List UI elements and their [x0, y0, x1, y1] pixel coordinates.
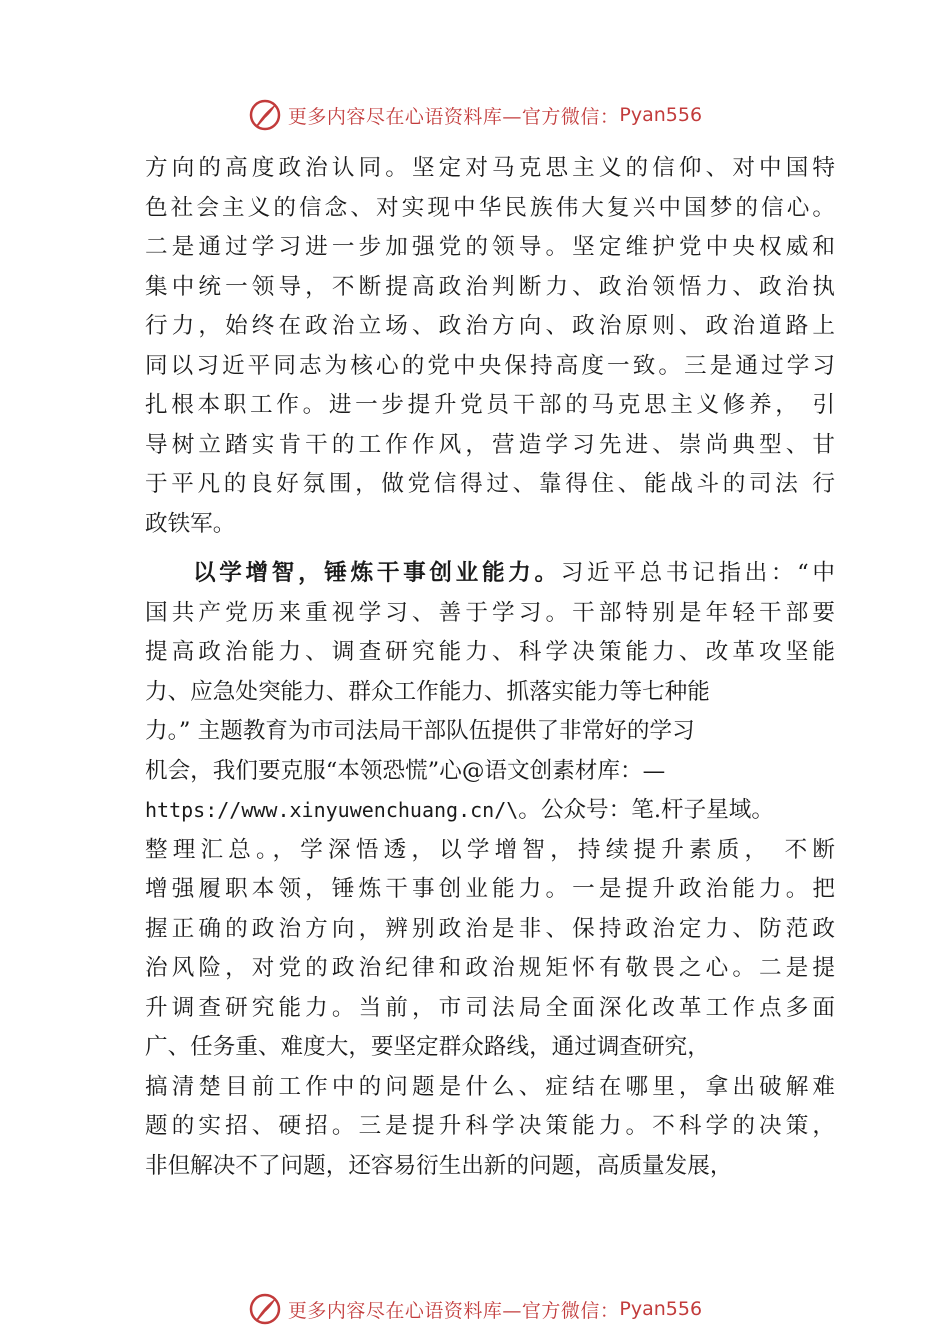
- footer-banner: [0, 1289, 950, 1329]
- text-line: 题的实招、硬招。三是提升科学决策能力。不科学的决策，: [145, 1113, 835, 1139]
- paragraph-heading-line: [145, 554, 835, 594]
- text-line: 握正确的政治方向，辨别政治是非、保持政治定力、防范政: [145, 915, 835, 942]
- text-line: 政铁军。: [145, 510, 236, 537]
- text-span: 。公众号：笔.杆子星域。: [518, 797, 774, 823]
- text-line: 提高政治能力、调查研究能力、科学决策能力、改革攻坚能: [145, 639, 835, 665]
- text-line: 增强履职本领，锤炼干事创业能力。一是提升政治能力。把: [145, 876, 835, 902]
- source-url: https://www.xinyuwenchuang.cn/\: [145, 798, 519, 822]
- text-line: 治风险，对党的政治纪律和政治规矩怀有敬畏之心。二是提: [145, 955, 835, 981]
- text-line: 国共产党历来重视学习、善于学习。干部特别是年轻干部要: [145, 599, 835, 626]
- banner-text: 更多内容尽在心语资料库—官方微信：: [287, 1299, 620, 1322]
- text-line: 色社会主义的信念、对实现中华民族伟大复兴中国梦的信心。: [145, 194, 835, 221]
- text-line: 方向的高度政治认同。坚定对马克思主义的信仰、对中国特: [145, 155, 835, 181]
- banner-wechat-id: Pyan556: [619, 104, 703, 126]
- text-line: 升调查研究能力。当前，市司法局全面深化改革工作点多面: [145, 994, 835, 1021]
- banner-text: 更多内容尽在心语资料库—官方微信：: [287, 105, 620, 128]
- text-line: 于平凡的良好氛围，做党信得过、靠得住、能战斗的司法 行: [145, 471, 835, 497]
- text-line: 机会，我们要克服“本领恐慌”心@语文创素材库：—: [145, 757, 666, 784]
- text-line: 行力，始终在政治立场、政治方向、政治原则、政治道路上: [145, 313, 835, 339]
- text-line: 非但解决不了问题，还容易衍生出新的问题，高质量发展，: [145, 1152, 733, 1179]
- text-line: 整理汇总。，学深悟透，以学增智，持续提升素质， 不断: [145, 836, 835, 863]
- document-body: [145, 149, 835, 1186]
- url-line: [145, 791, 835, 831]
- feather-logo-icon: [248, 98, 282, 132]
- text-line: 力。” 主题教育为市司法局干部队伍提供了非常好的学习: [145, 718, 695, 744]
- text-span: 习近平总书记指出：“中: [560, 560, 835, 586]
- paragraph-heading: 以学增智，锤炼干事创业能力。: [193, 560, 561, 586]
- text-line: 同以习近平同志为核心的党中央保持高度一致。三是通过学习: [145, 352, 835, 379]
- banner-wechat-id: Pyan556: [619, 1298, 703, 1320]
- text-line: 导树立踏实肯干的工作作风，营造学习先进、崇尚典型、甘: [145, 431, 835, 458]
- text-line: 力、应急处突能力、群众工作能力、抓落实能力等七种能: [145, 678, 710, 705]
- text-line: 集中统一领导，不断提高政治判断力、政治领悟力、政治执: [145, 273, 835, 300]
- text-line: 二是通过学习进一步加强党的领导。坚定维护党中央权威和: [145, 234, 835, 260]
- header-banner: [0, 95, 950, 135]
- text-line: 广、任务重、难度大，要坚定群众路线，通过调查研究，: [145, 1034, 710, 1060]
- text-line: 扎根本职工作。进一步提升党员干部的马克思主义修养， 引: [145, 392, 835, 418]
- text-line: 搞清楚目前工作中的问题是什么、症结在哪里，拿出破解难: [145, 1073, 835, 1100]
- feather-logo-icon: [248, 1292, 282, 1326]
